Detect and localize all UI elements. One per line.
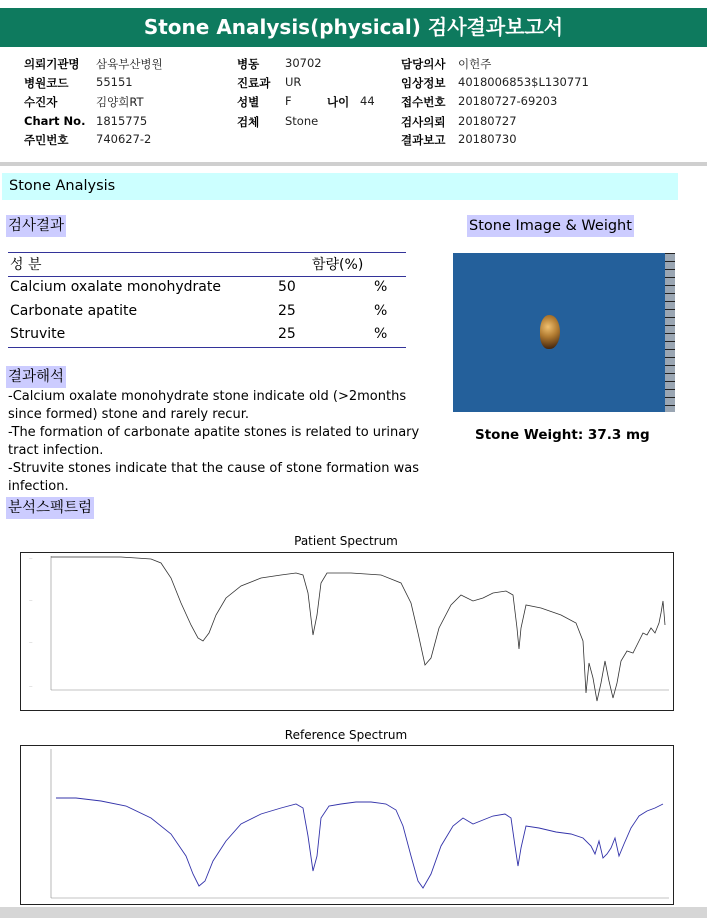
stone-weight: Stone Weight: 37.3 mg	[475, 427, 650, 443]
table-cell-unit: %	[374, 326, 388, 342]
info-label-patient: 수진자	[24, 95, 58, 109]
svg-text:—: —	[29, 598, 33, 602]
info-label-report-date: 결과보고	[401, 133, 446, 147]
info-value-specimen: Stone	[285, 114, 319, 128]
table-cell-value: 25	[278, 303, 296, 319]
stone-photo	[540, 315, 560, 349]
reference-spectrum-plot	[20, 745, 674, 905]
table-top-line	[8, 252, 406, 253]
divider	[0, 162, 707, 166]
info-value-request-date: 20180727	[458, 114, 517, 128]
reference-spectrum-title: Reference Spectrum	[284, 728, 408, 742]
section-spectrum: 분석스펙트럼	[6, 497, 94, 519]
report-title: Stone Analysis(physical) 검사결과보고서	[0, 8, 707, 47]
info-label-request-date: 검사의뢰	[401, 115, 446, 129]
table-header-content: 함량(%)	[312, 257, 364, 273]
section-results: 검사결과	[6, 215, 66, 237]
table-header-component: 성 분	[10, 257, 42, 273]
info-value-sex: F	[285, 94, 292, 108]
info-label-doctor: 담당의사	[401, 57, 446, 71]
svg-text:—: —	[29, 684, 33, 688]
table-bottom-line	[8, 347, 406, 348]
info-value-hospital-code: 55151	[96, 75, 133, 89]
reference-spectrum-svg	[21, 746, 673, 904]
table-cell-value: 50	[278, 279, 296, 295]
info-label-specimen: 검체	[237, 115, 260, 129]
svg-text:—: —	[29, 556, 33, 560]
patient-spectrum-plot	[20, 552, 674, 711]
table-cell-component: Calcium oxalate monohydrate	[10, 279, 221, 295]
info-value-clinical-info: 4018006853$L130771	[458, 75, 589, 89]
info-label-resident-no: 주민번호	[24, 133, 69, 147]
ruler-scale	[665, 253, 675, 412]
info-label-sex: 성별	[237, 95, 260, 109]
info-value-age: 44	[360, 94, 375, 108]
interpretation-line: -Calcium oxalate monohydrate stone indicate old (>2months since formed) stone and rarely recur.	[8, 389, 407, 422]
section-stone-image: Stone Image & Weight	[467, 215, 634, 237]
table-cell-value: 25	[278, 326, 296, 342]
info-value-doctor: 이헌주	[458, 57, 492, 71]
info-label-clinical-info: 임상정보	[401, 76, 446, 90]
table-cell-component: Struvite	[10, 326, 66, 342]
interpretation-line: -The formation of carbonate apatite stones is related to urinary tract infection.	[8, 425, 420, 458]
interpretation-line: -Struvite stones indicate that the cause of stone formation was infection.	[8, 461, 419, 494]
info-label-chart-no: Chart No.	[24, 114, 86, 128]
info-label-institution: 의뢰기관명	[24, 57, 80, 71]
interpretation-text	[8, 388, 438, 496]
stone-image	[453, 253, 675, 412]
table-header-line	[8, 276, 406, 277]
info-value-resident-no: 740627-2	[96, 132, 152, 146]
info-value-ward: 30702	[285, 56, 322, 70]
section-interpretation: 결과해석	[6, 366, 66, 388]
patient-spectrum-svg	[21, 553, 673, 710]
table-cell-unit: %	[374, 279, 388, 295]
info-label-receipt-no: 접수번호	[401, 95, 446, 109]
patient-spectrum-title: Patient Spectrum	[294, 534, 398, 548]
info-label-ward: 병동	[237, 57, 260, 71]
info-label-age: 나이	[327, 95, 350, 109]
info-value-department: UR	[285, 75, 302, 89]
info-value-report-date: 20180730	[458, 132, 517, 146]
info-value-institution: 삼육부산병원	[96, 57, 163, 71]
info-value-chart-no: 1815775	[96, 114, 148, 128]
info-label-hospital-code: 병원코드	[24, 76, 69, 90]
section-stone-analysis: Stone Analysis	[2, 173, 678, 200]
svg-text:—: —	[29, 640, 33, 644]
info-value-patient: 김양희RT	[96, 95, 144, 109]
info-label-department: 진료과	[237, 76, 271, 90]
table-cell-component: Carbonate apatite	[10, 303, 138, 319]
footer-bar	[0, 907, 707, 918]
table-cell-unit: %	[374, 303, 388, 319]
info-value-receipt-no: 20180727-69203	[458, 94, 558, 108]
